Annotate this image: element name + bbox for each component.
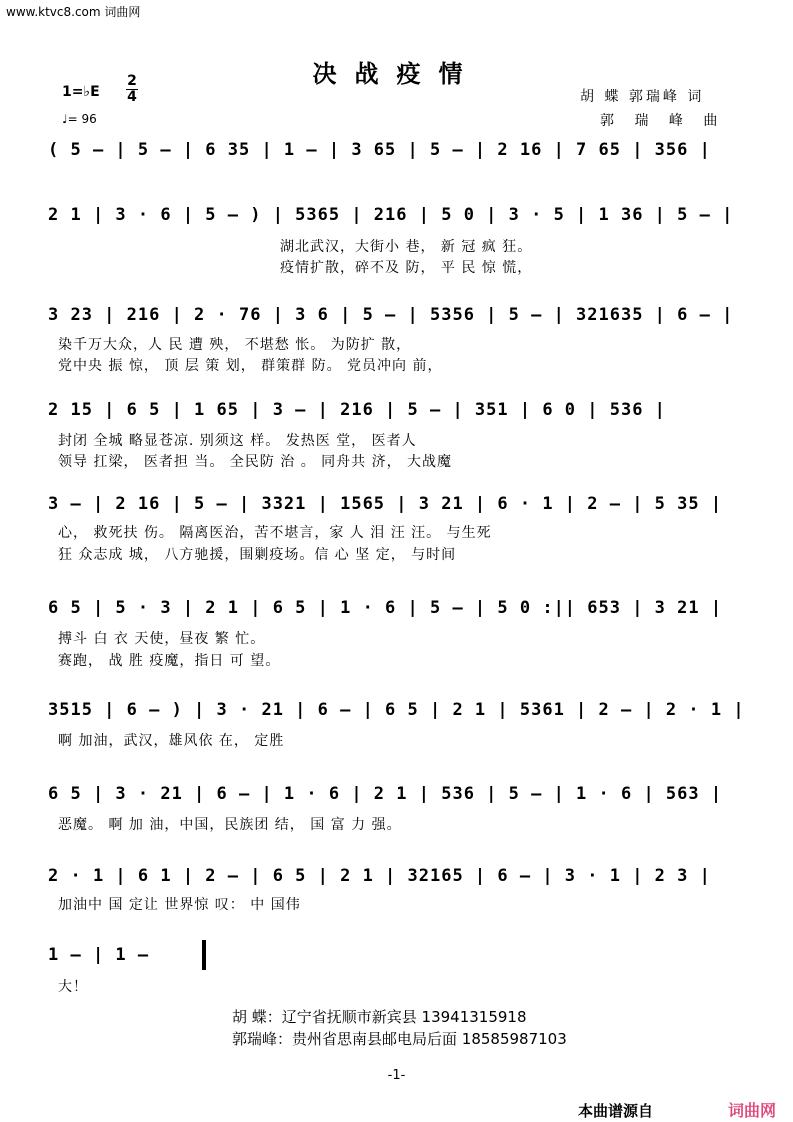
lyric-line-5a: 心， 救死扶 伤。 隔离医治，苦不堪言，家 人 泪 汪 汪。 与生死 — [58, 525, 492, 541]
page-number: -1- — [387, 1068, 406, 1083]
tempo-marking: ♩= 96 — [62, 112, 97, 126]
score-line-5: 3 – | 2 16 | 5 – | 3321 | 1565 | 3 21 | 6 · 1 | 2 – | 5 35 | — [48, 494, 723, 514]
key-signature: 1=♭E — [62, 84, 100, 100]
lyric-line-4b: 领导 扛梁， 医者担 当。 全民防 治 。 同舟共 济， 大战魔 — [58, 454, 453, 470]
score-line-8: 6 5 | 3 · 21 | 6 – | 1 · 6 | 2 1 | 536 | 5 – | 1 · 6 | 563 | — [48, 784, 723, 804]
lyricist-credit: 胡 蝶 郭瑞峰 词 — [580, 89, 705, 105]
composer-credit: 郭 瑞 峰 曲 — [600, 113, 726, 129]
site-logo[interactable]: 词曲网 — [728, 1101, 777, 1120]
score-line-4: 2 15 | 6 5 | 1 65 | 3 – | 216 | 5 – | 351 | 6 0 | 536 | — [48, 400, 666, 420]
lyric-line-7: 啊 加油，武汉，雄风依 在， 定胜 — [58, 733, 285, 749]
contact-lyricist: 胡 蝶：辽宁省抚顺市新宾县 13941315918 — [232, 1008, 527, 1026]
final-barline — [202, 940, 206, 970]
footer-source-text: 本曲谱源自 — [578, 1102, 654, 1120]
time-signature — [126, 74, 138, 105]
site-watermark: www.ktvc8.com 词曲网 — [6, 5, 141, 19]
score-line-9: 2 · 1 | 6 1 | 2 – | 6 5 | 2 1 | 32165 | 6 – | 3 · 1 | 2 3 | — [48, 866, 711, 886]
score-line-3: 3 23 | 216 | 2 · 76 | 3 6 | 5 – | 5356 | 5 – | 321635 | 6 – | — [48, 305, 734, 325]
lyric-line-10: 大！ — [58, 979, 88, 995]
time-signature-top: 2 — [127, 73, 137, 89]
score-line-10: 1 – | 1 – — [48, 945, 150, 965]
score-line-2: 2 1 | 3 · 6 | 5 – ) | 5365 | 216 | 5 0 | 3 · 5 | 1 36 | 5 – | — [48, 205, 734, 225]
score-line-1: ( 5 – | 5 – | 6 35 | 1 – | 3 65 | 5 – | 2 16 | 7 65 | 356 | — [48, 140, 711, 160]
lyric-line-2b: 疫情扩散，碎不及 防， 平 民 惊 慌， — [280, 260, 533, 276]
time-signature-bottom: 4 — [127, 89, 137, 105]
score-line-6: 6 5 | 5 · 3 | 2 1 | 6 5 | 1 · 6 | 5 – | 5 0 :|| 653 | 3 21 | — [48, 598, 723, 618]
contact-composer: 郭瑞峰：贵州省思南县邮电局后面 18585987103 — [232, 1030, 567, 1048]
lyric-line-4a: 封闭 全城 略显苍凉. 别须这 样。 发热医 堂， 医者人 — [58, 433, 417, 449]
lyric-line-3b: 党中央 振 惊， 顶 层 策 划， 群策群 防。 党员冲向 前， — [58, 358, 443, 374]
lyric-line-3a: 染千万大众，人 民 遭 殃， 不堪愁 怅。 为防扩 散， — [58, 337, 412, 353]
lyric-line-6b: 赛跑， 战 胜 疫魔，指日 可 望。 — [58, 653, 281, 669]
lyric-line-2a: 湖北武汉，大街小 巷， 新 冠 疯 狂。 — [280, 239, 533, 255]
lyric-line-9: 加油中 国 定让 世界惊 叹： 中 国伟 — [58, 897, 301, 913]
lyric-line-6a: 搏斗 白 衣 天使，昼夜 繁 忙。 — [58, 631, 266, 647]
song-title: 决战疫情 — [312, 60, 481, 88]
lyric-line-5b: 狂 众志成 城， 八方驰援，围剿疫场。信 心 坚 定， 与时间 — [58, 547, 457, 563]
lyric-line-8: 恶魔。 啊 加 油，中国，民族团 结， 国 富 力 强。 — [58, 817, 402, 833]
score-line-7: 3515 | 6 – ) | 3 · 21 | 6 – | 6 5 | 2 1 | 5361 | 2 – | 2 · 1 | — [48, 700, 745, 720]
